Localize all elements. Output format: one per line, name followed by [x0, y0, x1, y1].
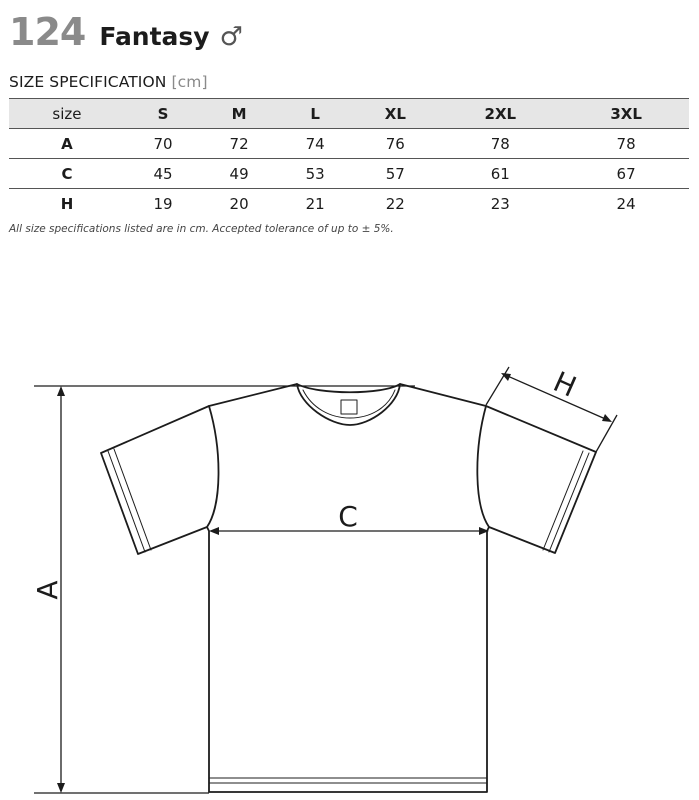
table-cell: 21 — [305, 194, 325, 213]
table-cell: 70 — [125, 129, 201, 159]
table-cell: 24 — [616, 194, 636, 213]
table-cell: 78 — [437, 129, 563, 159]
table-cell: 78 — [563, 129, 689, 159]
a-arrow-top — [57, 386, 65, 396]
table-cell: 20 — [229, 194, 249, 213]
column-header: L — [277, 99, 353, 129]
c-arrow-left — [209, 527, 219, 535]
dimension-label-h: H — [548, 364, 582, 404]
table-row — [9, 129, 689, 159]
right-sleeve-hem — [543, 451, 589, 552]
product-header — [9, 10, 243, 54]
table-cell: 19 — [153, 194, 173, 213]
table-cell: 76 — [353, 129, 437, 159]
h-arrow-bottom — [602, 414, 612, 422]
table-cell: 23 — [490, 194, 510, 213]
left-sleeve-hem — [108, 449, 151, 552]
tolerance-note: All size specifications listed are in cm. Accepted tolerance of up to ± 5%. — [9, 223, 394, 235]
product-code: 124 — [9, 10, 86, 54]
bottom-hem — [209, 778, 487, 783]
column-header: 2XL — [437, 99, 563, 129]
a-arrow-bottom — [57, 783, 65, 793]
column-header: M — [201, 99, 277, 129]
column-header: 3XL — [563, 99, 689, 129]
row-label: H — [60, 194, 74, 213]
table-row — [9, 159, 689, 189]
table-row — [9, 189, 689, 219]
table-cell: 49 — [201, 159, 277, 189]
tshirt-measurement-diagram — [0, 340, 699, 800]
table-cell: 45 — [125, 159, 201, 189]
male-icon: ♂ — [219, 22, 243, 52]
size-table — [9, 98, 689, 218]
table-cell: 57 — [353, 159, 437, 189]
table-cell: 67 — [563, 159, 689, 189]
row-label: C — [9, 159, 125, 189]
left-armhole — [207, 406, 219, 527]
table-cell: 22 — [385, 194, 405, 213]
table-cell: 74 — [277, 129, 353, 159]
row-label: A — [9, 129, 125, 159]
dimension-label-c: C — [338, 500, 358, 533]
size-spec-unit: [cm] — [171, 73, 208, 91]
table-cell: 53 — [277, 159, 353, 189]
column-header: S — [125, 99, 201, 129]
table-cell: 72 — [201, 129, 277, 159]
size-table-header — [9, 99, 689, 129]
table-cell: 61 — [437, 159, 563, 189]
dimension-label-a: A — [31, 580, 64, 600]
column-header: size — [9, 99, 125, 129]
right-armhole — [477, 406, 489, 527]
h-guide-top — [486, 367, 509, 405]
neck-label — [341, 400, 357, 414]
size-spec-title-text: SIZE SPECIFICATION — [9, 73, 167, 91]
product-name: Fantasy — [99, 22, 210, 51]
size-spec-title — [9, 73, 208, 91]
column-header: XL — [353, 99, 437, 129]
tshirt-outline-icon — [101, 384, 596, 792]
